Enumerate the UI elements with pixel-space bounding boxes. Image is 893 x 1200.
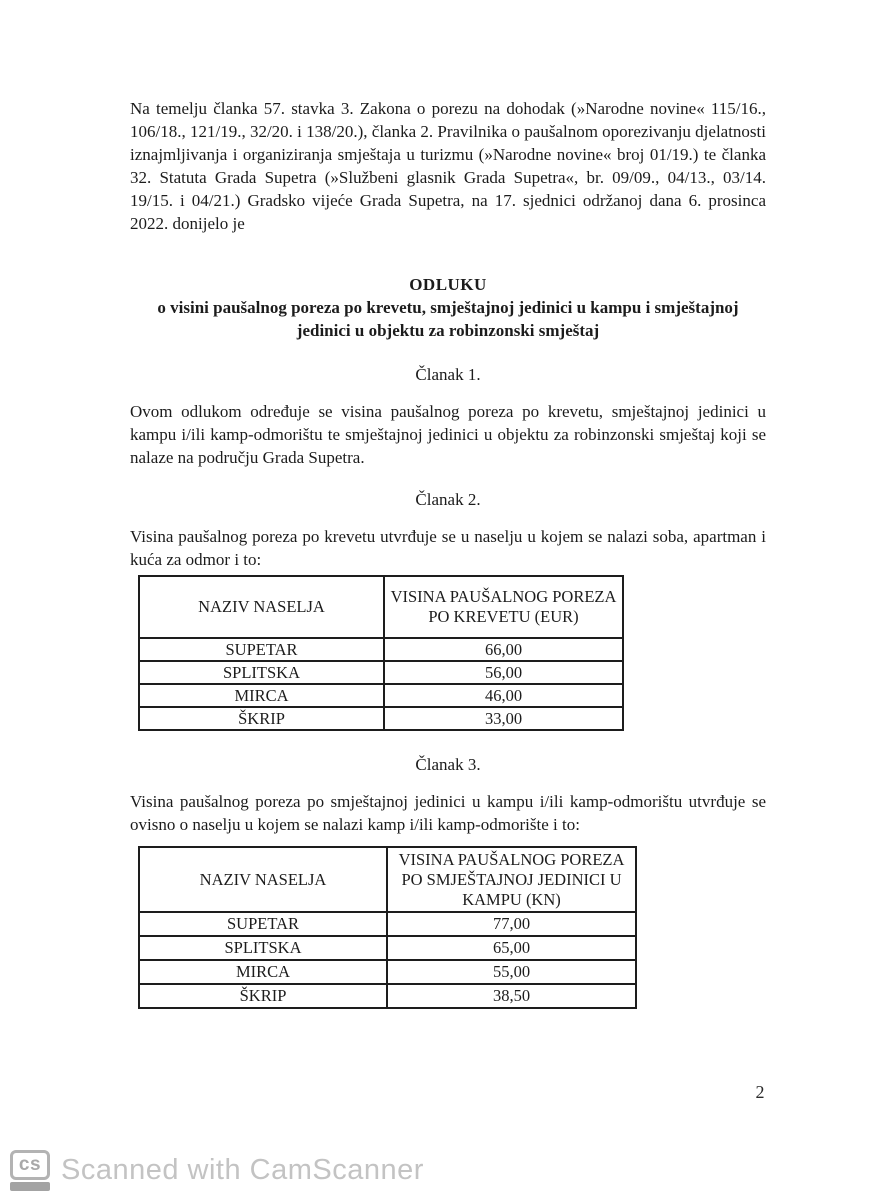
- column-header-visina-poreza-kamp: VISINA PAUŠALNOG POREZA PO SMJEŠTAJNOJ JEDINICI U KAMPU (KN): [387, 847, 636, 912]
- article-2-heading: Članak 2.: [415, 490, 481, 509]
- naselje-cell: ŠKRIP: [139, 707, 384, 730]
- iznos-cell: 33,00: [384, 707, 623, 730]
- article-2-body: Visina paušalnog poreza po krevetu utvrđuje se u naselju u kojem se nalazi soba, apartman i kuća za odmor i to:: [130, 527, 766, 569]
- page-number: 2: [755, 1082, 765, 1102]
- iznos-cell: 65,00: [387, 936, 636, 960]
- iznos-cell: 66,00: [384, 638, 623, 661]
- naselje-cell: SPLITSKA: [139, 936, 387, 960]
- table-row: [139, 684, 623, 707]
- naselje-cell: SUPETAR: [139, 912, 387, 936]
- table-row: [139, 984, 636, 1008]
- iznos-cell: 55,00: [387, 960, 636, 984]
- table-row: [139, 960, 636, 984]
- camscanner-logo-icon: [10, 1150, 50, 1191]
- naselje-cell: ŠKRIP: [139, 984, 387, 1008]
- decision-title-block: [130, 273, 766, 342]
- column-header-naziv-naselja: NAZIV NASELJA: [139, 847, 387, 912]
- table-row: [139, 936, 636, 960]
- iznos-cell: 77,00: [387, 912, 636, 936]
- naselje-cell: SUPETAR: [139, 638, 384, 661]
- decision-title: ODLUKU: [409, 275, 487, 294]
- naselje-cell: MIRCA: [139, 960, 387, 984]
- document-content: [130, 97, 766, 1009]
- table-row: [139, 638, 623, 661]
- table-row: [139, 661, 623, 684]
- table-row: [139, 707, 623, 730]
- iznos-cell: 38,50: [387, 984, 636, 1008]
- naselje-cell: SPLITSKA: [139, 661, 384, 684]
- naselje-cell: MIRCA: [139, 684, 384, 707]
- tax-per-camp-unit-table: [138, 846, 637, 1009]
- camscanner-cs-glyph: cs: [10, 1150, 50, 1180]
- article-1-heading: Članak 1.: [415, 365, 481, 384]
- decision-subtitle: o visini paušalnog poreza po krevetu, smještajnoj jedinici u kampu i smještajnoj jedinici u objektu za robinzonski smještaj: [157, 298, 739, 340]
- tax-per-bed-table: [138, 575, 624, 731]
- table-header-row: [139, 576, 623, 638]
- column-header-visina-poreza-krevet: VISINA PAUŠALNOG POREZA PO KREVETU (EUR): [384, 576, 623, 638]
- camscanner-logo-bar: [10, 1182, 50, 1191]
- article-1-body: Ovom odlukom određuje se visina paušalnog poreza po krevetu, smještajnoj jedinici u kampu i/ili kamp-odmorištu te smještajnoj jedinici u objektu za robinzonski smještaj koji se nalaze na području Grada Supetra.: [130, 402, 766, 467]
- table-row: [139, 912, 636, 936]
- article-3-heading: Članak 3.: [415, 755, 481, 774]
- camscanner-watermark: [10, 1150, 424, 1191]
- iznos-cell: 46,00: [384, 684, 623, 707]
- column-header-naziv-naselja: NAZIV NASELJA: [139, 576, 384, 638]
- article-3-body: Visina paušalnog poreza po smještajnoj jedinici u kampu i/ili kamp-odmorištu utvrđuje se ovisno o naselju u kojem se nalazi kamp i/ili kamp-odmorište i to:: [130, 792, 766, 834]
- iznos-cell: 56,00: [384, 661, 623, 684]
- watermark-label: Scanned with CamScanner: [61, 1154, 424, 1186]
- preamble-paragraph: Na temelju članka 57. stavka 3. Zakona o porezu na dohodak (»Narodne novine« 115/16., 106/18., 121/19., 32/20. i 138/20.), članka 2. Pravilnika o paušalnom oporezivanju djelatnosti iznajmljivanja i organiziranja smještaja u turizmu (»Narodne novine« broj 01/19.) te članka 32. Statuta Grada Supetra (»Službeni glasnik Grada Supetra«, br. 09/09., 04/13., 03/14. 19/15. i 04/21.) Gradsko vijeće Grada Supetra, na 17. sjednici održanoj dana 6. prosinca 2022. donijelo je: [130, 99, 766, 233]
- table-header-row: [139, 847, 636, 912]
